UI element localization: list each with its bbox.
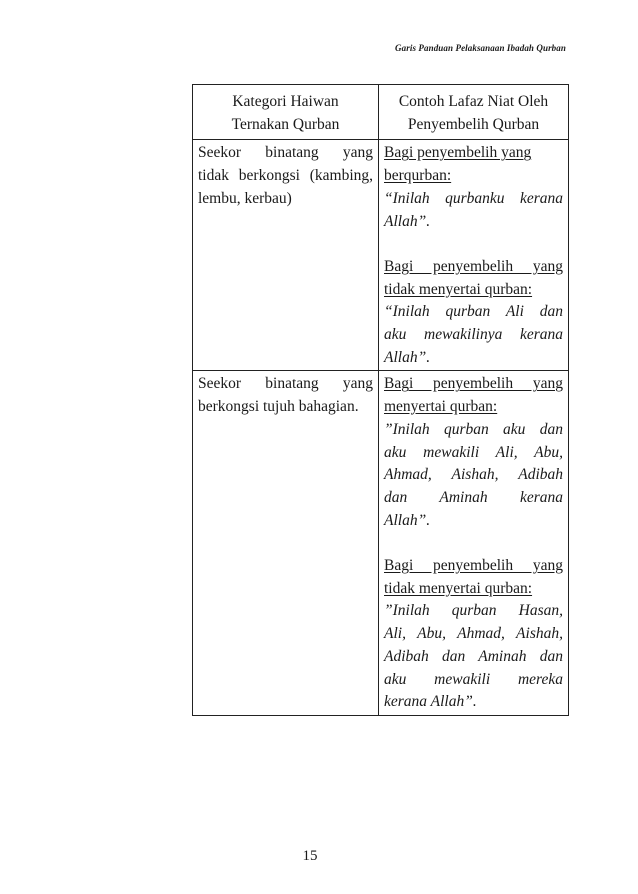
- running-header: Garis Panduan Pelaksanaan Ibadah Qurban: [395, 43, 566, 53]
- lafaz-text: Ali, Abu, Ahmad, Aishah,: [384, 625, 563, 643]
- category-cell: [193, 371, 379, 716]
- column-header-lafaz: [379, 85, 569, 140]
- block-heading: berqurban:: [384, 167, 452, 185]
- lafaz-text: ”Inilah qurban Hasan,: [384, 602, 563, 620]
- block-heading: Bagi penyembelih yang: [384, 144, 532, 162]
- lafaz-text: Allah”.: [384, 348, 431, 366]
- lafaz-cell: [379, 371, 569, 716]
- lafaz-text: Allah”.: [384, 511, 431, 529]
- category-cell: [193, 140, 379, 371]
- block-heading: Bagi penyembelih yang: [384, 557, 563, 575]
- page-number: 15: [302, 848, 318, 864]
- block-heading: tidak menyertai qurban:: [384, 579, 533, 597]
- category-line: tidak berkongsi (kambing,: [198, 167, 373, 185]
- header-line: Contoh Lafaz Niat Oleh: [398, 93, 549, 110]
- header-line: Ternakan Qurban: [231, 115, 340, 133]
- block-heading: menyertai qurban:: [384, 398, 498, 416]
- lafaz-text: kerana Allah”.: [384, 693, 477, 711]
- header-line: Kategori Haiwan: [232, 93, 339, 110]
- category-line: berkongsi tujuh bahagian.: [198, 398, 359, 416]
- category-line: Seekor binatang yang: [198, 375, 373, 393]
- qurban-niat-table: [192, 84, 569, 716]
- column-header-category: [193, 85, 379, 140]
- lafaz-text: dan Aminah kerana: [384, 488, 563, 506]
- lafaz-text: Allah”.: [384, 212, 431, 230]
- lafaz-text: aku mewakilinya kerana: [384, 326, 563, 344]
- lafaz-text: “Inilah qurban Ali dan: [384, 303, 563, 321]
- block-heading: Bagi penyembelih yang: [384, 375, 563, 393]
- block-heading: tidak menyertai qurban:: [384, 280, 533, 298]
- block-heading: Bagi penyembelih yang: [384, 257, 563, 275]
- lafaz-text: “Inilah qurbanku kerana: [384, 189, 563, 207]
- table-row: [193, 371, 569, 716]
- table-row: [193, 140, 569, 371]
- lafaz-text: aku mewakili mereka: [384, 670, 563, 688]
- category-line: lembu, kerbau): [198, 189, 292, 207]
- table-header-row: [193, 85, 569, 140]
- lafaz-text: Ahmad, Aishah, Adibah: [384, 466, 563, 484]
- header-line: Penyembelih Qurban: [407, 115, 540, 133]
- lafaz-text: Adibah dan Aminah dan: [384, 647, 563, 665]
- category-line: Seekor binatang yang: [198, 144, 373, 162]
- lafaz-text: aku mewakili Ali, Abu,: [384, 443, 563, 461]
- lafaz-cell: [379, 140, 569, 371]
- lafaz-text: ”Inilah qurban aku dan: [384, 420, 563, 438]
